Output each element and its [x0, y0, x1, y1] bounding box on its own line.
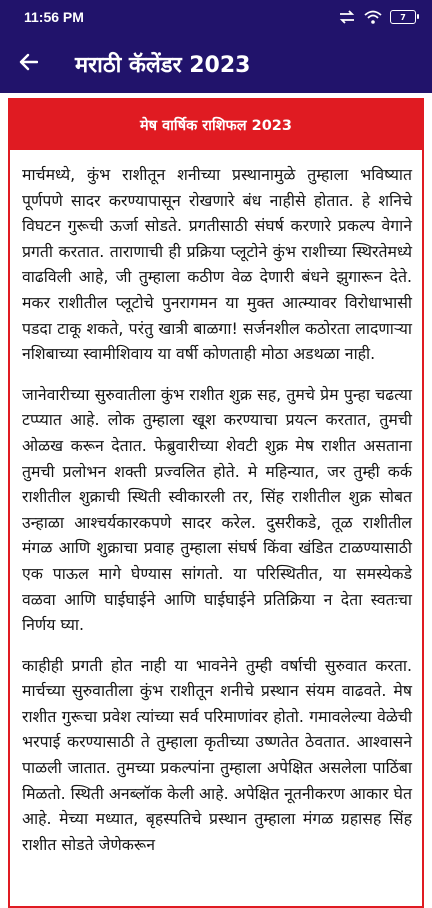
status-icons: [338, 10, 416, 24]
back-button[interactable]: [12, 48, 44, 80]
wifi-icon: [364, 10, 382, 24]
app-bar: [0, 36, 432, 93]
paragraph: जानेवारीच्या सुरुवातीला कुंभ राशीत शुक्र सह, तुमचे प्रेम पुन्हा चढत्या टप्प्यात आहे. लोक तुम्हाला खूश करण्याचा प्रयत्न करतात, तुमची ओळख करून देतात. फेब्रुवारीच्या शेवटी शुक्र मेष राशीत असताना तुमची प्रलोभन शक्ती प्रज्वलित होते. मे महिन्यात, जर तुम्ही कर्क राशीतील शुक्राची स्थिती स्वीकारली तर, सिंह राशीतील शुक्र सोबत उन्हाळा आश्चर्यकारकपणे सादर करेल. दुसरीकडे, तूळ राशीतील मंगळ आणि शुक्राचा प्रवाह तुम्हाला संघर्ष किंवा खंडित टाळण्यासाठी एक पाऊल मागे घेण्यास सांगतो. या परिस्थितीत, या समस्येकडे वळवा आणि घाईघाईने आणि घाईघाईने प्रतिक्रिया न देता स्वतःचा निर्णय घ्या.: [22, 384, 412, 635]
page-title: मराठी कॅलेंडर 2023: [75, 53, 251, 78]
data-arrows-icon: [338, 10, 356, 24]
back-arrow-icon: [18, 53, 38, 75]
battery-level: 7: [400, 12, 406, 22]
paragraph: मार्चमध्ये, कुंभ राशीतून शनीच्या प्रस्थानामुळे तुम्हाला भविष्यात पूर्णपणे सादर करण्यापासून रोखणारे बंध नाहीसे होतात. हे शनिचे विघटन गुरूची ऊर्जा सोडते. प्रगतीसाठी संघर्ष करणारे प्रकल्प वेगाने प्रगती करतात. ताराणाची ही प्रक्रिया प्लूटोने कुंभ राशीच्या स्थिरतेमध्ये वाढविली आहे, जी तुम्हाला कठीण वेळ देणारी बंधने झुगारून देते. मकर राशीतील प्लूटोचे पुनरागमन या मुक्त आत्म्यावर विरोधाभासी पडदा टाकू शकते, परंतु खात्री बाळगा! सर्जनशील कठोरता लादणाऱ्या नशिबाच्या स्वामीशिवाय या वर्षी कोणताही मोठा अडथळा नाही.: [22, 165, 412, 364]
horoscope-card: [8, 98, 424, 908]
battery-icon: [390, 10, 416, 24]
card-header: मेष वार्षिक राशिफल 2023: [10, 100, 422, 150]
card-body: [10, 150, 422, 857]
paragraph: काहीही प्रगती होत नाही या भावनेने तुम्ही वर्षाची सुरुवात करता. मार्चच्या सुरुवातीला कुंभ राशीतून शनीचे प्रस्थान संयम वाढवते. मेष राशीत गुरूचा प्रवेश त्यांच्या सर्व परिमाणांवर होतो. गमावलेल्या वेळेची भरपाई करण्यासाठी ते तुम्हाला कृतीच्या उष्णतेत ठेवतात. आश्वासने पाळली जातात. तुमच्या प्रकल्पांना तुम्हाला अपेक्षित असलेला पाठिंबा मिळतो. स्थिती अनब्लॉक केली आहे. अपेक्षित नूतनीकरण आकार घेत आहे. मेच्या मध्यात, बृहस्पतिचे प्रस्थान तुम्हाला मंगळ ग्रहासह सिंह राशीत सोडते जेणेकरून: [22, 655, 412, 854]
status-bar: [0, 0, 432, 36]
status-time: 11:56 PM: [24, 9, 84, 25]
